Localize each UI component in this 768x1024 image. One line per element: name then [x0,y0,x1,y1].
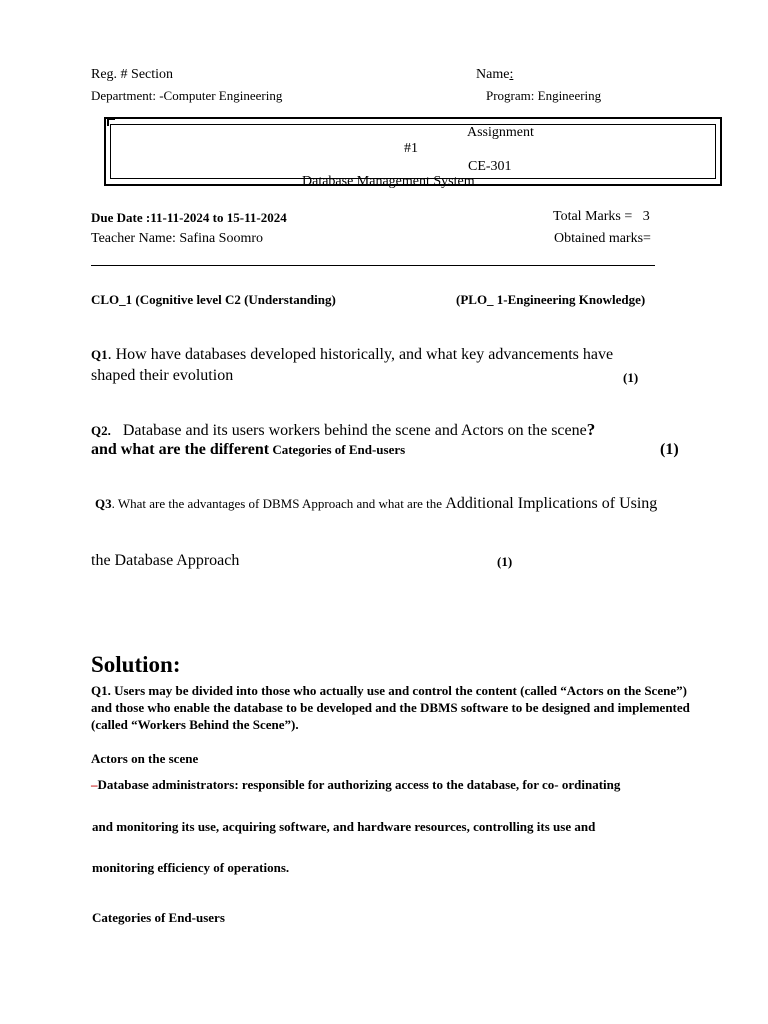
solution-paragraph-1: Q1. Users may be divided into those who actually use and control the content (called “Actors on the Scene”) and those who enable the database to be developed and the DBMS software to be designed and implemented (called “Workers Behind the Scene”). [91,683,690,732]
department-label: Department: -Computer Engineering [91,88,283,103]
dba-line-1 [91,777,620,793]
total-marks [553,209,650,225]
reg-section-label: Reg. # Section [91,67,174,82]
teacher-name: Teacher Name: Safina Soomro [91,231,264,246]
name-colon: : [509,67,514,82]
name-label-text: Name [476,67,510,82]
q2-text-big: and what are the different [91,441,270,458]
q2-label: Q2. [91,423,111,438]
q2-text-small: Categories of End-users [269,442,406,457]
title-course-name: Database Management System [302,174,475,189]
total-marks-label: Total Marks = [553,209,633,224]
total-marks-value: 3 [642,209,650,224]
q2-text: Database and its users workers behind the scene and Actors on the scene [122,422,587,439]
assignment-title-box [104,117,722,189]
obtained-marks: Obtained marks= [554,231,651,246]
clo-label: CLO_1 (Cognitive level C2 (Understanding) [91,292,336,307]
q1-marks: (1) [623,370,639,385]
q3-marks: (1) [497,554,513,569]
question-3-line-2: the Database Approach [91,552,240,569]
due-date: Due Date :11-11-2024 to 15-11-2024 [91,210,287,225]
question-2-line-1 [91,420,595,440]
question-3-line-1 [95,495,657,513]
q2-question-mark: ? [586,420,596,439]
q3-text-small: . What are the advantages of DBMS Approach and what are the [111,496,446,511]
solution-heading: Solution: [91,652,181,677]
separator-line [91,265,655,266]
dba-line-1-text: Database administrators: responsible for authorizing access to the database, for co- ordinating [97,777,621,792]
categories-heading: Categories of End-users [92,910,225,925]
q1-label: Q1 [91,347,108,362]
name-label [476,67,513,83]
question-1-line-1 [91,346,613,364]
program-label: Program: Engineering [486,88,602,103]
plo-label: (PLO_ 1-Engineering Knowledge) [456,292,646,307]
title-assignment: Assignment [467,125,534,140]
question-1-line-2: shaped their evolution [91,367,234,384]
dba-line-3: monitoring efficiency of operations. [92,860,290,875]
question-2-line-2 [91,441,405,459]
dash-mark: – [91,777,98,792]
q3-label: Q3 [95,496,112,511]
title-course-code: CE-301 [468,159,512,174]
q2-marks: (1) [660,441,679,458]
dba-line-2: and monitoring its use, acquiring software, and hardware resources, controlling its use and [92,819,596,834]
title-number: #1 [404,141,418,156]
q3-text-big: Additional Implications of Using [445,495,658,512]
q1-text: . How have databases developed historically, and what key advancements have [107,346,614,363]
assignment-title-inner [110,124,716,189]
actors-heading: Actors on the scene [91,751,199,766]
